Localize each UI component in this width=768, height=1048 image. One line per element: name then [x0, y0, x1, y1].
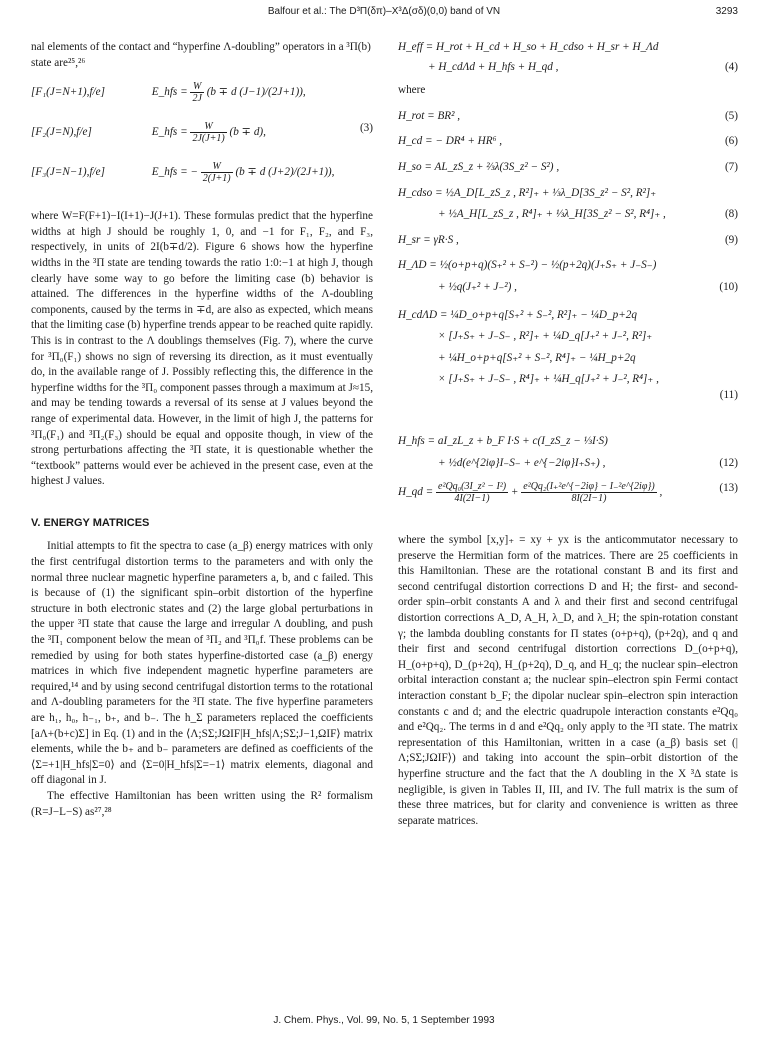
journal-footer: J. Chem. Phys., Vol. 99, No. 5, 1 September 1993 — [273, 1015, 495, 1026]
eq12-line2-text: + ½d(e^{2iφ}I₋S₋ + e^{−2iφ}I₊S₊) , — [438, 456, 606, 469]
eq13-plus: + — [510, 486, 519, 499]
paragraph-hamiltonian-coefficients: where the symbol [x,y]₊ = xy + yx is the anticommutator necessary to preserve the Hermitian form of the matrices. There are 25 coefficients in this Hamiltonian. These are the rotational constant B and its first and second centrifugal distortion corrections D and H; the first- and second-order spin–orbit constants A and λ and their first and second centrifugal distortion corrections A_D, A_H, λ_D, and λ_H; the spin-rotation constant γ; the lambda doubling constants for Π states (o+p+q), (p+2q), and q and their first and second centrifugal distortion corrections D_(o+p+q), H_(o+p+q), D_(p+2q), H_(p+2q), D_q, and H_q; the nuclear spin–electron orbital interaction constant a; the nuclear spin–electron spin Fermi contact interaction constant b_F; the dipolar nuclear spin–electron spin interaction constants c and d; and the electric quadrupole interaction constants e²Qq₀ and e²Qq₂. The terms in d and e²Qq₂ only apply to the ³Π state. The matrix representation of this Hamiltonian, written in a case (a_β) basis set (|Λ;SΣ;JΩIF⟩) and taking into account the spin–orbit distortion of the hyperfine structure and the fact that the Λ doubling in the X ³Δ state is negligible, is given in Tables II, III, and IV. The full matrix is the sum of these three matrices, but for clarity and convenience is written as three separate matrices. — [398, 534, 738, 827]
eq13-lhs: H_qd = — [398, 486, 434, 499]
eq5-number: (5) — [724, 109, 738, 122]
equation-3 — [31, 81, 373, 201]
eq8-number: (8) — [724, 208, 738, 221]
eq5 — [398, 109, 738, 125]
where-label: where — [398, 84, 426, 97]
eq9-text: H_sr = γR·S , — [398, 233, 459, 246]
page-number: 3293 — [715, 6, 738, 17]
eq13-frac2 — [521, 481, 656, 504]
eq3-l1-num: W — [190, 81, 203, 93]
eq11-number-line — [398, 388, 738, 404]
eq9 — [398, 233, 738, 249]
eq11-line4 — [398, 372, 738, 388]
intro-text: nal elements of the contact and “hyperfine Λ-doubling” operators in a ³Π(b) state are²⁵,²⁶ — [31, 41, 371, 69]
eq10-number: (10) — [719, 280, 738, 293]
eq12-line2 — [398, 456, 738, 472]
eq6-number: (6) — [724, 135, 738, 148]
eq3-l2-label: [F₂(J=N),f/e] — [31, 126, 92, 139]
eq13-end: , — [659, 486, 663, 499]
eq3-l1-frac — [190, 81, 203, 104]
eq7-text: H_so = AL_zS_z + ⅔λ(3S_z² − S²) , — [398, 160, 560, 173]
eq3-l1-den: 2J — [192, 93, 202, 105]
eq11-line3-text: + ¼H_o+p+q[S₊² + S₋², R⁴]₊ − ¼H_p+2q — [438, 351, 636, 364]
running-title: Balfour et al.: The D³Π(δπ)–X³Δ(σδ)(0,0) band of VN — [267, 6, 501, 17]
left-column — [31, 40, 373, 820]
eq9-number: (9) — [724, 233, 738, 246]
eq10-line1 — [398, 258, 738, 274]
eq4-number: (4) — [724, 60, 738, 73]
eq10-line2-text: + ½q(J₊² + J₋²) , — [438, 280, 517, 293]
eq11-line2-text: × [J₊S₊ + J₋S₋ , R²]₊ + ¼D_q[J₊² + J₋², R²]₊ — [438, 330, 653, 343]
eq3-l3-lhs: E_hfs = − — [151, 166, 198, 179]
right-column — [398, 40, 738, 829]
eq11-number: (11) — [719, 388, 738, 401]
eq3-l2-den: 2J(J+1) — [192, 133, 225, 145]
eq13-num1: e²Qq₀(3I_z² − I²) — [438, 481, 507, 493]
eq4-line1-text: H_eff = H_rot + H_cd + H_so + H_cdso + H_sr + H_Λd — [398, 41, 659, 53]
eq13-den1: 4I(2I−1) — [454, 493, 490, 505]
eq4-line1 — [398, 40, 738, 56]
eq3-line1 — [31, 81, 373, 121]
section-heading: V. ENERGY MATRICES — [31, 516, 150, 529]
eq3-number: (3) — [359, 122, 373, 135]
eq3-l3-rest: (b ∓ d (J+2)/(2J+1)), — [235, 166, 335, 179]
eq12-line1 — [398, 434, 738, 450]
eq11-line2 — [398, 329, 738, 345]
eq3-l2-lhs: E_hfs = — [151, 126, 188, 139]
eq4-line2 — [398, 60, 738, 76]
eq3-l1-label: [F₁(J=N+1),f/e] — [31, 86, 105, 99]
eq5-text: H_rot = BR² , — [398, 109, 461, 122]
eq3-line2 — [31, 121, 373, 161]
eq7-number: (7) — [724, 160, 738, 173]
eq10-line1-text: H_ΛD = ½(o+p+q)(S₊² + S₋²) − ½(p+2q)(J₊S₊ + J₋S₋) — [398, 259, 657, 272]
eq13 — [398, 481, 738, 511]
eq3-l3-frac — [201, 161, 233, 184]
eq8-line1 — [398, 186, 738, 202]
eq13-frac1 — [436, 481, 508, 504]
eq3-l3-num: W — [201, 161, 233, 173]
eq8-line2-text: + ½A_H[L_zS_z , R⁴]₊ + ⅓λ_H[3S_z² − S², R⁴]₊ , — [438, 208, 666, 221]
eq3-l2-num: W — [190, 121, 226, 133]
eq13-num2: e²Qq₂(I₊²e^{−2iφ} − I₋²e^{2iφ}) — [523, 481, 655, 493]
eq11-line1 — [398, 308, 738, 324]
eq11-line4-text: × [J₊S₊ + J₋S₋ , R⁴]₊ + ¼H_q[J₊² + J₋², R⁴]₊ , — [438, 373, 659, 386]
eq3-l1-lhs: E_hfs = — [151, 86, 188, 99]
eq12-line1-text: H_hfs = aI_zL_z + b_F I·S + c(I_zS_z − ⅓I·S) — [398, 434, 608, 447]
eq3-l2-rest: (b ∓ d), — [229, 126, 266, 139]
eq10-line2 — [398, 280, 738, 296]
paragraph-hyperfine-widths: where W=F(F+1)−I(I+1)−J(J+1). These formulas predict that the hyperfine widths at high J should be roughly 1, 0, and −1 for F₁, F₂, and F₃, respectively, in units of 2I(b∓d/2). Figure 6 shows how the hyperfine widths in the ³Π state are tending towards the ratio 1:0:−1 at high J, though clearly have some way to go before the limiting case (b) behavior is attained. The differences in the hyperfine widths of the Λ-doubling components, caused by the terms in ∓d, are also as expected, which means that the limiting case (b) hyperfine trends appear to be reached quite rapidly. This is in contrast to the Λ doublings themselves (Fig. 7), where the curve for ³Π₀(F₁) shows no sign of reversing its direction, as it must eventually do, in the available range of J. Possibly reflecting this, the difference in the hyperfine widths for the ³Π₀ component passes through a maximum at J≈15, and may be tending towards a reversal of its sense at J values beyond the range of experimental data. However, in the limit of high J, the patterns for ³Π₀(F₁) and ³Π₂(F₃) should be equal and opposite though, in view of the strong perturbations affecting the ³Π state, it is questionable whether the “textbook” patterns would ever be achieved in the present case, even at the highest J values. — [31, 210, 373, 488]
eq3-l3-den: 2(J+1) — [202, 173, 231, 185]
eq4-line2-text: + H_cdΛd + H_hfs + H_qd , — [428, 60, 559, 73]
eq8-line1-text: H_cdso = ½A_D[L_zS_z , R²]₊ + ⅓λ_D[3S_z² − S², R²]₊ — [398, 186, 657, 199]
eq3-l1-rest: (b ∓ d (J−1)/(2J+1)), — [206, 86, 306, 99]
running-header — [30, 6, 738, 22]
eq11-line1-text: H_cdΛD = ¼D_o+p+q[S₊² + S₋², R²]₊ − ¼D_p+2q — [398, 308, 637, 321]
eq13-number: (13) — [719, 482, 738, 495]
eq3-l3-label: [F₃(J=N−1),f/e] — [31, 166, 105, 179]
eq7 — [398, 160, 738, 176]
eq6-text: H_cd = − DR⁴ + HR⁶ , — [398, 135, 503, 148]
eq8-line2 — [398, 207, 738, 223]
paragraph-energy-matrices: Initial attempts to fit the spectra to case (a_β) energy matrices with only the first centrifugal distortion terms to the parameters and with only the normal three nuclear magnetic hyperfine parameters a, b, and c failed. This is because of (1) the significant spin–orbit distortion of the hyperfine structure in both electronic states and (2) the large global perturbations in the upper ³Π state that cause the large and irregular Λ doubling, and push the ³Π₁ component below the mean of ³Π₂ and ³Π₀f. These problems can be remedied by using for both states hyperfine-distorted case (a_β) energy matrices in which five independent magnetic hyperfine parameters are required,¹⁴ and by using second centrifugal distortion terms to the rotational and Λ-doubling parameters for the ³Π state. The five hyperfine parameters are h₁, h₀, h₋₁, b₊, and b₋. The h_Σ parameters replaced the coefficients [aΛ+(b+c)Σ] in Eq. (1) and in the ⟨Λ;SΣ;JΩIF|H_hfs|Λ;SΣ;J−1,ΩIF⟩ matrix elements, while the b₊ and b₋ parameters are defined as coefficients of the ⟨Σ=+1|H_hfs|Σ=0⟩ and ⟨Σ=0|H_hfs|Σ=−1⟩ matrix elements, diagonal and off diagonal in J. — [31, 540, 373, 787]
eq13-den2: 8I(2I−1) — [571, 493, 607, 505]
eq3-line3 — [31, 161, 373, 201]
paragraph-effective-hamiltonian: The effective Hamiltonian has been written using the R² formalism (R=J−L−S) as²⁷,²⁸ — [31, 789, 373, 818]
eq12-number: (12) — [719, 456, 738, 469]
eq11-line3 — [398, 351, 738, 367]
eq3-l2-frac — [190, 121, 226, 144]
eq6 — [398, 134, 738, 150]
